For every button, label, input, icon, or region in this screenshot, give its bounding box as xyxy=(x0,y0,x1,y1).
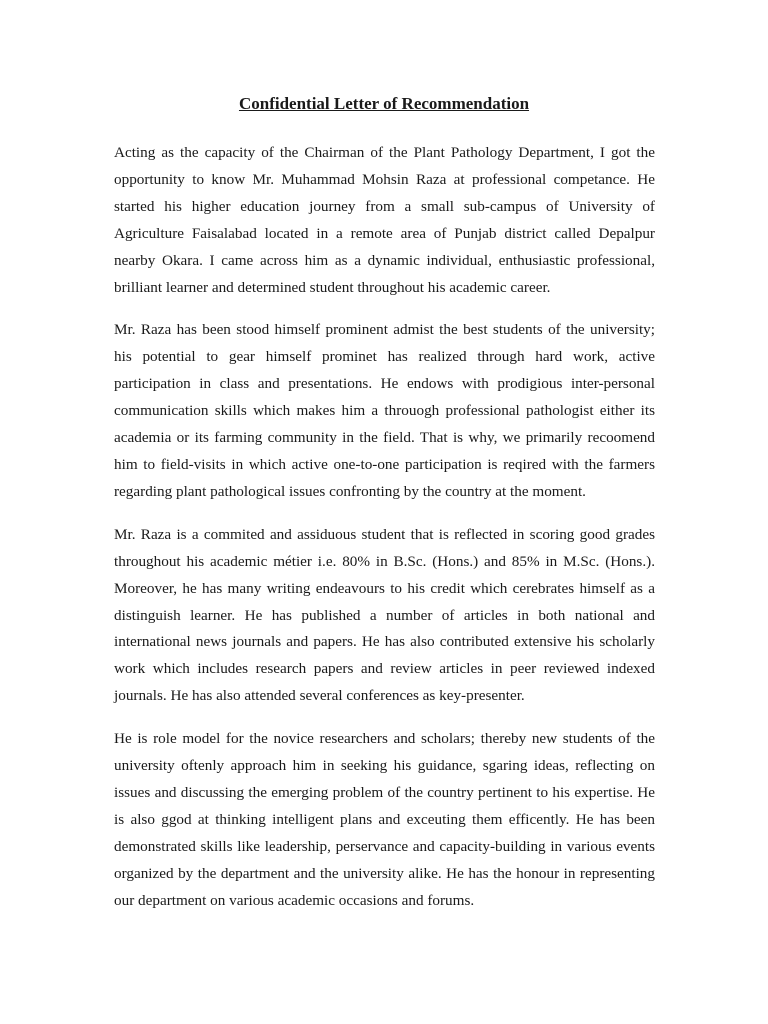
letter-title: Confidential Letter of Recommendation xyxy=(238,94,530,113)
paragraph-1: Acting as the capacity of the Chairman of the Plant Pathology Department, I got the opportunity to know Mr. Muhammad Mohsin Raza at professional competance. He started his higher education journey from a small sub-campus of University of Agriculture Faisalabad located in a remote area of Punjab district called Depalpur nearby Okara. I came across him as a dynamic individual, enthusiastic professional, brilliant learner and determined student throughout his academic career. xyxy=(114,144,655,296)
paragraph-3: Mr. Raza is a commited and assiduous student that is reflected in scoring good grades throughout his academic métier i.e. 80% in B.Sc. (Hons.) and 85% in M.Sc. (Hons.). Moreover, he has many writing endeavours to his credit which cerebrates himself as a distinguish learner. He has published a number of articles in both national and international news journals and papers. He has also contributed extensive his scholarly work which includes research papers and review articles in peer reviewed indexed journals. He has also attended several conferences as key-presenter. xyxy=(114,525,655,705)
paragraph-2: Mr. Raza has been stood himself prominent admist the best students of the university; his potential to gear himself prominet has realized through hard work, active participation in class and presentations. He endows with prodigious inter-personal communication skills which makes him a throuogh professional pathologist either its academia or its farming community in the field. That is why, we primarily recoomend him to field-visits in which active one-to-one participation is reqired with the farmers regarding plant pathological issues confronting by the country at the moment. xyxy=(114,321,655,500)
letter-body xyxy=(114,140,655,930)
paragraph-4: He is role model for the novice researchers and scholars; thereby new students of the university oftenly approach him in seeking his guidance, sgaring ideas, reflecting on issues and discussing the emerging problem of the country pertinent to his expertise. He is also ggod at thinking intelligent plans and exceuting them efficently. He has been demonstrated skills like leadership, perservance and capacity-building in various events organized by the department and the university alike. He has the honour in representing our department on various academic occasions and forums. xyxy=(114,730,655,909)
